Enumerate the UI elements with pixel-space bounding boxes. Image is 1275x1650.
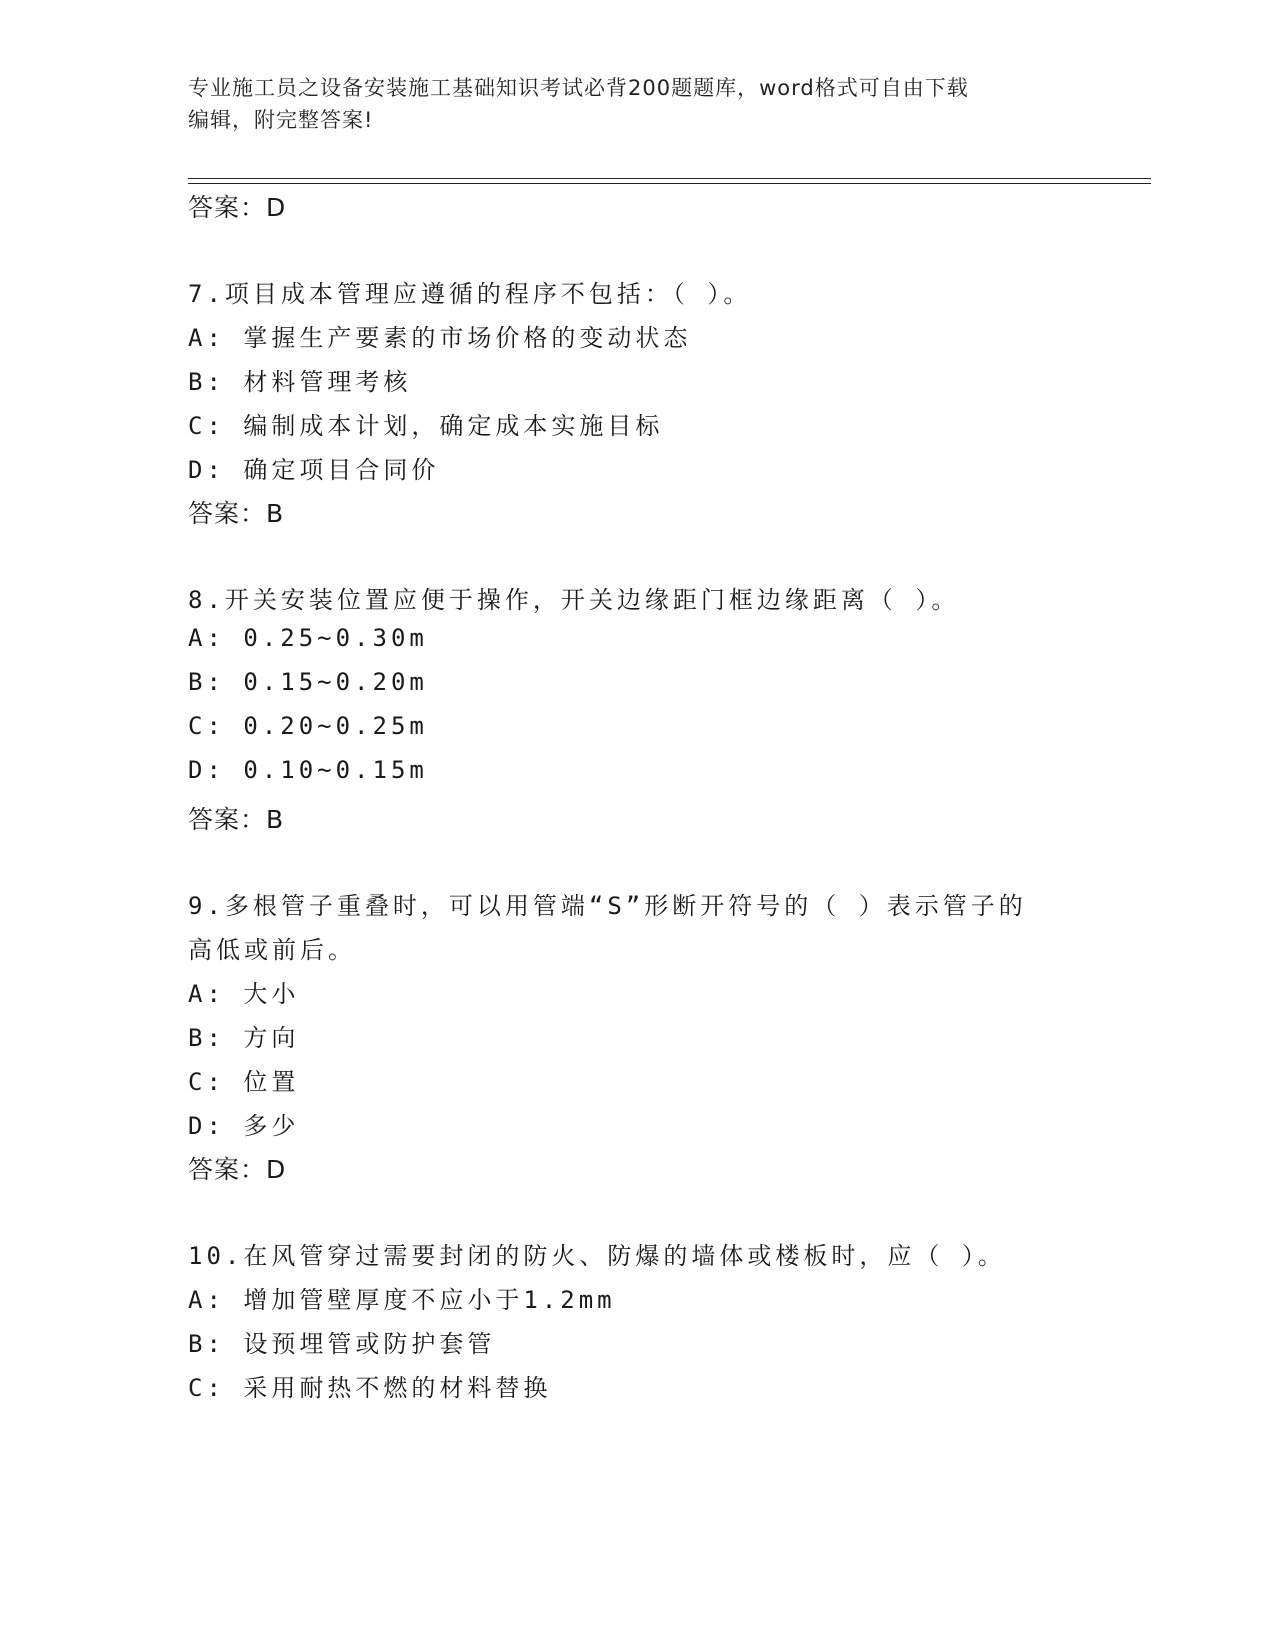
answer-q6: 答案：D <box>188 193 287 222</box>
question-7-option-b: B: 材料管理考核 <box>188 368 412 396</box>
question-9-option-c: C: 位置 <box>188 1068 300 1096</box>
question-7-option-c: C: 编制成本计划，确定成本实施目标 <box>188 412 664 440</box>
question-8-stem: 8.开关安装位置应便于操作，开关边缘距门框边缘距离（ ）。 <box>188 586 960 614</box>
answer-q8: 答案：B <box>188 805 285 834</box>
question-7-option-a: A: 掌握生产要素的市场价格的变动状态 <box>188 324 692 352</box>
question-8-option-d: D: 0.10~0.15m <box>188 756 428 784</box>
question-9-stem-line-1: 9.多根管子重叠时，可以用管端“S”形断开符号的（ ）表示管子的 <box>188 892 1027 920</box>
answer-q7: 答案：B <box>188 499 285 528</box>
question-9-option-d: D: 多少 <box>188 1112 300 1140</box>
header-divider-bottom <box>188 183 1151 184</box>
question-8-option-b: B: 0.15~0.20m <box>188 668 428 696</box>
question-10-option-c: C: 采用耐热不燃的材料替换 <box>188 1374 552 1402</box>
question-9-option-b: B: 方向 <box>188 1024 300 1052</box>
question-10-stem: 10.在风管穿过需要封闭的防火、防爆的墙体或楼板时，应（ ）。 <box>188 1242 1006 1270</box>
question-10-option-b: B: 设预埋管或防护套管 <box>188 1330 496 1358</box>
question-9-stem-line-2: 高低或前后。 <box>188 936 356 964</box>
question-8-option-c: C: 0.20~0.25m <box>188 712 428 740</box>
question-7-stem: 7.项目成本管理应遵循的程序不包括：（ ）。 <box>188 280 752 308</box>
question-9-option-a: A: 大小 <box>188 980 300 1008</box>
question-8-option-a: A: 0.25~0.30m <box>188 624 428 652</box>
document-header <box>188 72 1088 136</box>
question-7-option-d: D: 确定项目合同价 <box>188 456 440 484</box>
header-divider-top <box>188 178 1151 179</box>
header-line-1: 专业施工员之设备安装施工基础知识考试必背200题题库，word格式可自由下载 <box>188 76 969 100</box>
question-10-option-a: A: 增加管壁厚度不应小于1.2mm <box>188 1286 616 1314</box>
answer-q9: 答案：D <box>188 1155 287 1184</box>
header-line-2: 编辑，附完整答案! <box>188 108 374 132</box>
